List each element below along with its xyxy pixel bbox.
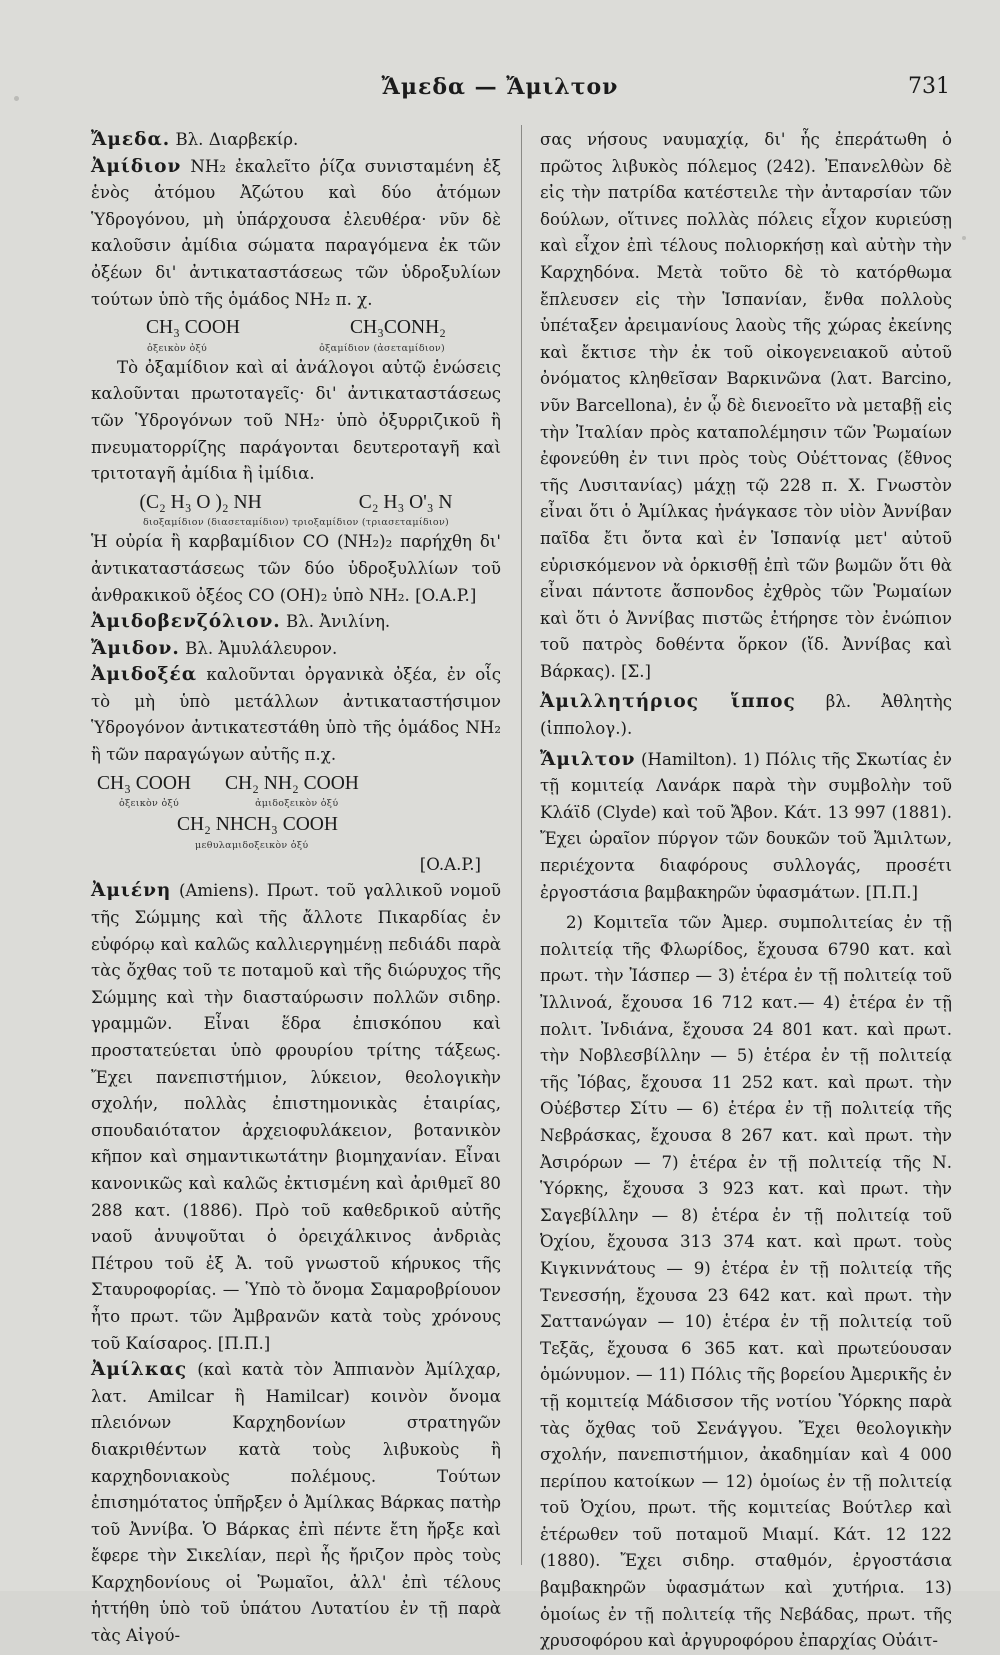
formula-triacetamide: C₂ H₃ O'₃ N	[358, 491, 453, 513]
caption-text: ὀξαμίδιον (ἀσεταμίδιον)	[319, 342, 445, 354]
headword: Ἀμιλλητήριος ἵππος	[540, 691, 796, 713]
entry-amidoxea	[91, 662, 501, 768]
formula-acetic-acid: CH₃ COOH	[146, 317, 241, 339]
entry-amidon	[91, 636, 501, 663]
formula-acetic-acid: CH₃ COOH	[97, 772, 192, 794]
entry-hamilton	[540, 747, 952, 907]
chemical-formula	[91, 812, 501, 839]
entry-text: (Hamilton). 1) Πόλις τῆς Σκωτίας ἐν τῇ κομιτείᾳ Λανάρκ παρὰ τὴν συμβολὴν τοῦ Κλάϊδ (Clyde) καὶ τοῦ Ἄβον. Κάτ. 13 997 (1881). Ἔχει ὡραῖον πύργον τῶν δουκῶν τοῦ Ἄμιλτων, περιέχοντα διαφόρους συλλογάς, προσέτι ἐργοστάσια βαμβακηρῶν ὑφασμάτων. [Π.Π.]	[540, 749, 952, 902]
formula-diacetamide: (C₂ H₃ O )₂ NH	[139, 491, 262, 513]
headword: Ἀμίλκας	[91, 1359, 188, 1381]
entry-text: NH₂ ἐκαλεῖτο ῥίζα συνισταμένη ἐξ ἑνὸς ἀτόμου Ἀζώτου καὶ δύο ἀτόμων Ὑδρογόνου, μὴ ὑπάρχουσα ἐλευθέρα· νῦν δὲ καλοῦσιν ἀμίδια σώματα παραγόμενα ἐκ τῶν ὀξέων δι' ἀντικαταστάσεως τῶν ὑδροξυλίων τούτων ὑπὸ τῆς ὁμάδος NH₂ π. χ.	[91, 156, 501, 309]
formula-acetamide: CH₃CONH₂	[350, 317, 446, 339]
chemical-formula	[91, 771, 501, 798]
entry-text: καλοῦνται ὀργανικὰ ὀξέα, ἐν οἷς τὸ μὴ ὑπὸ μετάλλων ἀντικαταστήσιμον Ὑδρογόνον ἀντικατεστάθη ὑπὸ τῆς ὁμάδος NH₂ ἢ τῶν παραγώγων αὐτῆς π.χ.	[91, 665, 501, 765]
right-column	[540, 127, 952, 1655]
caption-text: ὀξεικὸν ὀξύ	[147, 342, 208, 354]
entry-text: (καὶ κατὰ τὸν Ἀππιανὸν Ἀμίλχαρ, λατ. Amilcar ἢ Hamilcar) κοινὸν ὄνομα πλειόνων Καρχηδονίων στρατηγῶν διακριθέντων κατὰ τοὺς λιβυκοὺς ἢ καρχηδονιακοὺς πολέμους. Τούτων ἐπισημότατος ὑπῆρξεν ὁ Ἀμίλκας Βάρκας πατὴρ τοῦ Ἀννίβα. Ὁ Βάρκας ἐπὶ πέντε ἔτη ἤρξε καὶ ἔφερε τὴν Σικελίαν, περὶ ἧς ἤριζον πρὸς τοὺς Καρχηδονίους οἱ Ῥωμαῖοι, ἀλλ' ἐπὶ τέλους ἡττήθη ὑπὸ τοῦ ὑπάτου Λυτατίου ἐν τῇ παρὰ τὰς Αἰγού-	[91, 1360, 501, 1646]
headword: Ἀμιένη	[91, 880, 172, 902]
headword: Ἄμεδα.	[91, 129, 171, 150]
headword: Ἀμίδιον	[91, 155, 182, 177]
entry-text: βλ. Ἀθλητὴς (ἱππολογ.).	[540, 692, 952, 739]
entry-paragraph: σας νήσους ναυμαχίᾳ, δι' ἧς ἐπεράτωθη ὁ πρῶτος λιβυκὸς πόλεμος (242). Ἐπανελθὼν δὲ εἰς τὴν πατρίδα κατέστειλε τὴν ἀνταρσίαν τῶν δούλων, οἵτινες πολλὰς πόλεις εἶχον κυριεύσῃ καὶ εἶχον ἐπὶ τέλους πολιορκήσῃ καὶ αὐτὴν τὴν Καρχηδόνα. Μετὰ τοῦτο δὲ τὸ κατόρθωμα ἔπλευσεν εἰς τὴν Ἱσπανίαν, ἔνθα πολλοὺς ὑπέταξεν ἀρειμανίους λαοὺς τῆς χώρας ἐκείνης καὶ ἔκτισε τὴν ἐκ τοῦ οἰκογενειακοῦ αὐτοῦ ὀνόματος κληθεῖσαν Βαρκινῶνα (λατ. Barcino, νῦν Barcellona), ἐν ᾧ δὲ διενοεῖτο νὰ μεταβῇ εἰς τὴν Ἰταλίαν πρὸς καταπολέμησιν τῶν Ῥωμαίων ἐφονεύθη ἐν τινι πρὸς τοὺς Οὐέττονας (ἔθνος τῆς Λυσιτανίας) μάχῃ τῷ 228 π. Χ. Γνωστὸν εἶναι ὅτι ὁ Ἀμίλκας ἠνάγκασε τὸν υἱὸν Ἀννίβαν παῖδα ἔτι ὄντα καὶ ἐν Ἱσπανίᾳ μετ' αὐτοῦ εὑρισκόμενον νὰ ὁρκισθῇ ἐπὶ τῶν βωμῶν ὅτι θὰ εἶναι πάντοτε ἄσπονδος ἐχθρὸς τῶν Ῥωμαίων καὶ ὅτι ὁ Ἀννίβας πιστῶς ἐτήρησε τὸν ἐνώπιον τοῦ πατρὸς δοθέντα ὅρκον (ἴδ. Ἀννίβας καὶ Βάρκας). [Σ.]	[540, 130, 952, 681]
entry-paragraph: Ἡ οὐρία ἢ καρβαμίδιον CO (NH₂)₂ παρήχθη δι' ἀντικαταστάσεως τῶν δύο ὑδροξυλλίων τοῦ ἀνθρακικοῦ ὀξέος CO (OH)₂ ὑπὸ NH₂. [O.A.P.]	[91, 532, 501, 605]
formula-caption	[91, 516, 501, 529]
formula-caption	[91, 839, 501, 852]
entry-paragraph: Τὸ ὀξαμίδιον καὶ αἱ ἀνάλογοι αὐτῷ ἑνώσεις καλοῦνται πρωτοταγεῖς· δι' ἀντικαταστάσεως τῶν Ὑδρογόνων τοῦ NH₂· ὑπὸ ὀξυρριζικοῦ ἢ πνευματορρίζης παράγονται δευτεροταγῆ καὶ τριτοταγῆ ἀμίδια ἢ ἰμίδια.	[91, 357, 501, 484]
entry-amiene	[91, 878, 501, 1357]
entry-text: (Amiens). Πρωτ. τοῦ γαλλικοῦ νομοῦ τῆς Σώμμης καὶ τῆς ἄλλοτε Πικαρδίας ἐν εὐφόρῳ καὶ καλῶς καλλιεργημένῃ πεδιάδι παρὰ τὰς ὄχθας τοῦ τε ποταμοῦ καὶ τῆς διώρυχος τῆς Σώμμης καὶ τὴν διασταύρωσιν πολλῶν σιδηρ. γραμμῶν. Εἶναι ἕδρα ἐπισκόπου καὶ προστατεύεται ὑπὸ φρουρίου τρίτης τάξεως. Ἔχει πανεπιστήμιον, λύκειον, θεολογικὴν σχολήν, πολλὰς ἐπιστημονικὰς ἑταιρίας, σπουδαιότατον ἀρχειοφυλάκειον, βοτανικὸν κῆπον καὶ σημαντικωτάτην βιομηχανίαν. Εἶναι κανονικῶς καὶ καλῶς ἐκτισμένη καὶ ἀριθμεῖ 80 288 κατ. (1886). Πρὸ τοῦ καθεδρικοῦ αὐτῆς ναοῦ ἀνυψοῦται ὁ ὀρειχάλκινος ἀνδριὰς Πέτρου τοῦ ἐξ Ἀ. τοῦ γνωστοῦ κήρυκος τῆς Σταυροφορίας. — Ὑπὸ τὸ ὄνομα Σαμαροβρίουον ἦτο πρωτ. τῶν Ἀμβρανῶν κατὰ τοὺς χρόνους τοῦ Καίσαρος. [Π.Π.]	[91, 881, 501, 1353]
left-column	[91, 127, 501, 1650]
formula-sarcosine: CH₂ NHCH₃ COOH	[177, 814, 338, 836]
entry-amilleterios-ippos	[540, 689, 952, 742]
running-title: Ἄμεδα — Ἄμιλτον	[381, 74, 619, 100]
entry-text: Βλ. Διαρβεκίρ.	[175, 130, 299, 149]
page-number: 731	[908, 74, 950, 99]
formula-caption	[91, 797, 501, 810]
headword: Ἀμιδοβενζόλιον.	[91, 611, 281, 633]
caption-text: διοξαμίδιον (διασεταμίδιον) τριοξαμίδιον (τριασεταμίδιον)	[142, 517, 450, 529]
entry-amidion	[91, 154, 501, 314]
headword: Ἄμιλτον	[540, 748, 636, 770]
chemical-formula	[91, 490, 501, 517]
formula-glycine: CH₂ NH₂ COOH	[225, 772, 359, 794]
entry-amidobenzolion	[91, 609, 501, 636]
caption-text: μεθυλαμιδοξεικὸν ὀξύ	[195, 839, 309, 851]
paper-spot	[962, 236, 966, 240]
entry-amilkas	[91, 1357, 501, 1650]
entry-text: Βλ. Ἀνιλίνη.	[286, 612, 391, 632]
caption-text: ὀξεικὸν ὀξύ	[119, 798, 180, 810]
formula-caption	[91, 342, 501, 355]
column-divider	[521, 125, 522, 1565]
caption-text: ἀμιδοξεικὸν ὀξύ	[255, 798, 339, 810]
entry-text: Βλ. Ἀμυλάλευρον.	[185, 638, 338, 658]
headword: Ἄμιδον.	[91, 637, 180, 659]
headword: Ἀμιδοξέα	[91, 664, 197, 686]
chemical-formula	[91, 315, 501, 342]
running-header	[0, 74, 1000, 114]
author-signature: [O.A.P.]	[419, 854, 481, 874]
entry-ameda	[91, 127, 501, 154]
entry-paragraph: 2) Κομιτεῖα τῶν Ἀμερ. συμπολιτείας ἐν τῇ πολιτείᾳ τῆς Φλωρίδος, ἔχουσα 6790 κατ. καὶ πρωτ. τὴν Ἰάσπερ — 3) ἑτέρα ἐν τῇ πολιτείᾳ τοῦ Ἰλλινοά, ἔχουσα 16 712 κατ.— 4) ἑτέρα ἐν τῇ πολιτ. Ἰνδιάνα, ἔχουσα 24 801 κατ. καὶ πρωτ. τὴν Νοβλεσβίλλην — 5) ἑτέρα ἐν τῇ πολιτείᾳ τῆς Ἰόβας, ἔχουσα 11 252 κατ. καὶ πρωτ. τὴν Οὐέβστερ Σίτυ — 6) ἑτέρα ἐν τῇ πολιτείᾳ τῆς Νεβράσκας, ἔχουσα 8 267 κατ. καὶ πρωτ. τὴν Ἀσιρόρων — 7) ἑτέρα ἐν τῇ πολιτείᾳ τῆς Ν. Ὑόρκης, ἔχουσα 3 923 κατ. καὶ πρωτ. τὴν Σαγεβίλλην — 8) ἑτέρα ἐν τῇ πολιτείᾳ τοῦ Ὀχίου, ἔχουσα 313 374 κατ. καὶ πρωτ. τοὺς Κιγκιννάτους — 9) ἑτέρα ἐν τῇ πολιτείᾳ τῆς Τενεσσήη, ἔχουσα 23 642 κατ. καὶ πρωτ. τὴν Σαττανώγαν — 10) ἑτέρα ἐν τῇ πολιτείᾳ τοῦ Τεξᾶς, ἔχουσα 6 365 κατ. καὶ πρωτεύουσαν ὁμώνυμον. — 11) Πόλις τῆς βορείου Ἀμερικῆς ἐν τῇ κομιτείᾳ Μάδισσον τῆς νοτίου Ὑόρκης παρὰ τὰς ὄχθας τοῦ Σενάγγου. Ἔχει θεολογικὴν σχολήν, πανεπιστήμιον, ἀκαδημίαν καὶ 4 000 περίπου κατοίκων — 12) ὁμοίως ἐν τῇ πολιτείᾳ τοῦ Ὀχίου, πρωτ. τῆς κομιτείας Βούτλερ καὶ ἑτέρωθεν τοῦ ποταμοῦ Μιαμί. Κάτ. 12 122 (1880). Ἔχει σιδηρ. σταθμόν, ἐργοστάσια βαμβακηρῶν ὑφασμάτων καὶ χυτήρια. 13) ὁμοίως ἐν τῇ πολιτείᾳ τῆς Νεβάδας, πρωτ. τῆς χρυσοφόρου καὶ ἀργυροφόρου ἐπαρχίας Οὐάιτ-	[540, 913, 952, 1651]
